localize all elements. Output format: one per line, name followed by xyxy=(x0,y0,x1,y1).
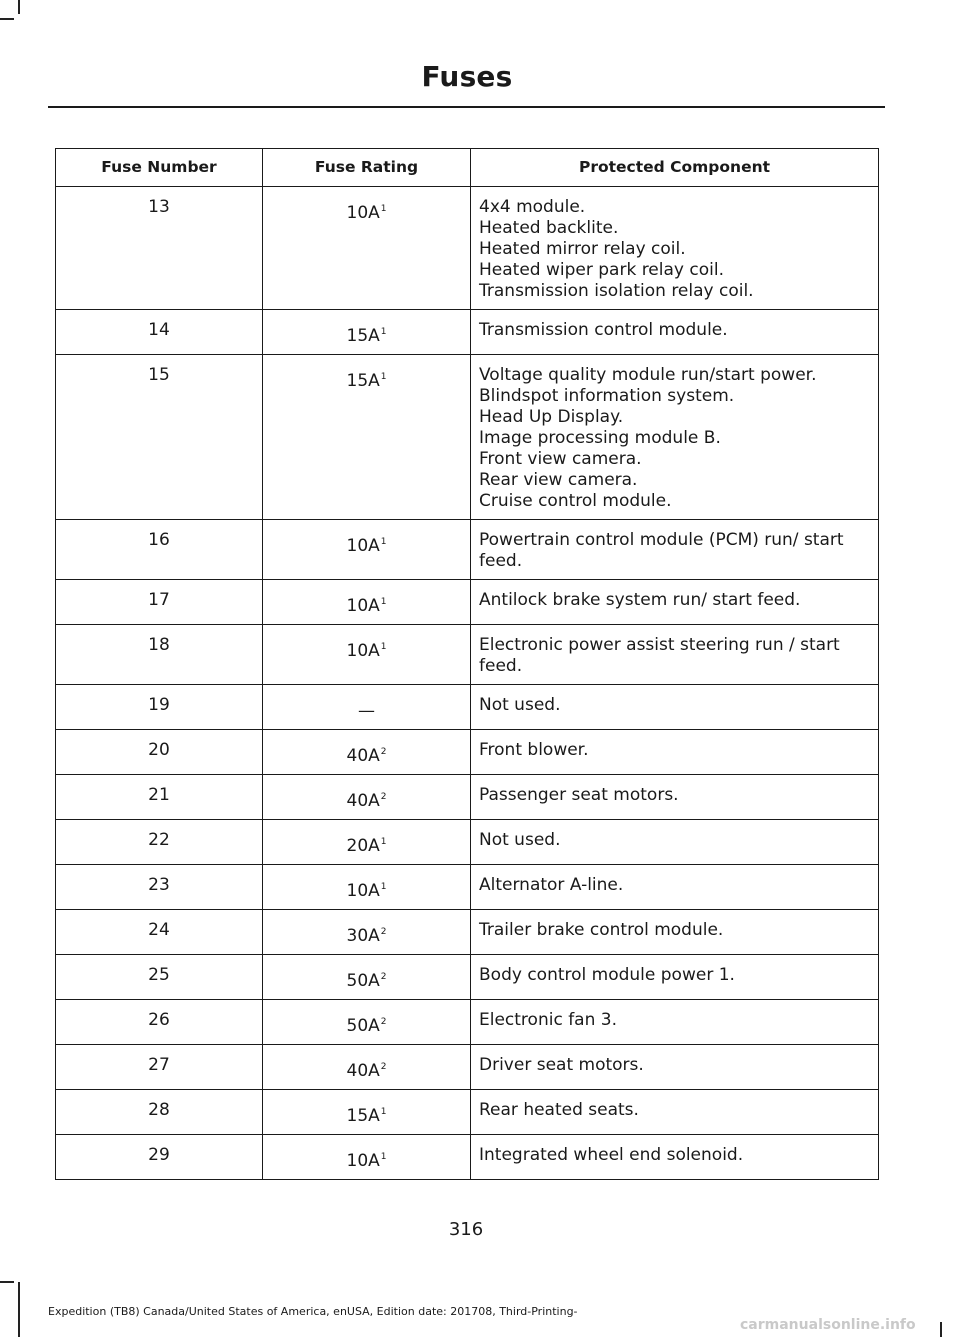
protected-component-cell xyxy=(471,775,879,820)
fuse-rating-cell xyxy=(263,820,471,865)
component-item: Rear heated seats. xyxy=(479,1100,639,1120)
crop-mark-bottom-left xyxy=(18,1282,20,1337)
fuse-rating-value: 30A xyxy=(346,926,380,946)
table-row xyxy=(56,520,879,580)
component-item: Transmission isolation relay coil. xyxy=(479,281,754,301)
fuse-number-cell: 22 xyxy=(56,820,263,865)
footnote-marker: 1 xyxy=(380,597,387,607)
fuse-number-cell: 25 xyxy=(56,955,263,1000)
protected-component-cell xyxy=(471,310,879,355)
fuse-number-cell: 23 xyxy=(56,865,263,910)
fuse-number-cell: 21 xyxy=(56,775,263,820)
fuse-number-cell: 16 xyxy=(56,520,263,580)
component-item: Front blower. xyxy=(479,740,589,760)
fuse-table xyxy=(55,148,879,1180)
fuse-rating-cell xyxy=(263,520,471,580)
fuse-table-body xyxy=(56,187,879,1180)
footnote-marker: 2 xyxy=(380,927,387,937)
fuse-number-cell: 18 xyxy=(56,625,263,685)
protected-component-cell xyxy=(471,625,879,685)
table-row xyxy=(56,625,879,685)
fuse-rating-value: 15A xyxy=(346,1106,380,1126)
component-item: Head Up Display. xyxy=(479,407,624,427)
footnote-marker: 1 xyxy=(380,1152,387,1162)
component-item: Passenger seat motors. xyxy=(479,785,679,805)
watermark: carmanualsonline.info xyxy=(740,1317,916,1333)
fuse-rating-cell xyxy=(263,187,471,310)
fuse-rating-value: 15A xyxy=(346,326,380,346)
footnote-marker: 1 xyxy=(380,372,387,382)
component-item: Heated mirror relay coil. xyxy=(479,239,686,259)
fuse-rating-cell xyxy=(263,775,471,820)
fuse-rating-value: 40A xyxy=(346,746,380,766)
component-item: Front view camera. xyxy=(479,449,642,469)
fuse-rating-value: 50A xyxy=(346,971,380,991)
footnote-marker: 2 xyxy=(380,747,387,757)
footnote-marker: 1 xyxy=(380,537,387,547)
component-item: Heated wiper park relay coil. xyxy=(479,260,724,280)
title-divider xyxy=(48,106,885,108)
protected-component-cell xyxy=(471,955,879,1000)
fuse-rating-value: 50A xyxy=(346,1016,380,1036)
fuse-rating-value: 40A xyxy=(346,791,380,811)
component-item: Not used. xyxy=(479,830,561,850)
fuse-rating-cell xyxy=(263,580,471,625)
fuse-number-cell: 20 xyxy=(56,730,263,775)
header-protected-component: Protected Component xyxy=(471,149,879,187)
footnote-marker: 2 xyxy=(380,1017,387,1027)
component-item: Cruise control module. xyxy=(479,491,672,511)
fuse-number-cell: 24 xyxy=(56,910,263,955)
table-row xyxy=(56,730,879,775)
protected-component-cell xyxy=(471,187,879,310)
footnote-marker: 2 xyxy=(380,792,387,802)
protected-component-cell xyxy=(471,820,879,865)
protected-component-cell xyxy=(471,865,879,910)
fuse-rating-value: 10A xyxy=(346,1151,380,1171)
fuse-rating-cell xyxy=(263,625,471,685)
table-row xyxy=(56,955,879,1000)
table-row xyxy=(56,775,879,820)
table-row xyxy=(56,685,879,730)
fuse-rating-value: 15A xyxy=(346,371,380,391)
fuse-rating-value: — xyxy=(358,701,375,721)
footer-edition-info: Expedition (TB8) Canada/United States of America, enUSA, Edition date: 201708, Third-Printing- xyxy=(48,1305,578,1318)
table-row xyxy=(56,1135,879,1180)
header-fuse-rating: Fuse Rating xyxy=(263,149,471,187)
table-row xyxy=(56,310,879,355)
protected-component-cell xyxy=(471,520,879,580)
protected-component-cell xyxy=(471,1135,879,1180)
component-item: Image processing module B. xyxy=(479,428,721,448)
table-row xyxy=(56,910,879,955)
table-row xyxy=(56,865,879,910)
protected-component-cell xyxy=(471,685,879,730)
page-title: Fuses xyxy=(421,60,513,93)
component-item: Rear view camera. xyxy=(479,470,638,490)
footnote-marker: 2 xyxy=(380,972,387,982)
table-row xyxy=(56,355,879,520)
component-item: Powertrain control module (PCM) run/ start feed. xyxy=(479,530,844,571)
table-row xyxy=(56,1000,879,1045)
component-item: Voltage quality module run/start power. xyxy=(479,365,817,385)
fuse-rating-value: 10A xyxy=(346,881,380,901)
protected-component-cell xyxy=(471,910,879,955)
crop-mark-top-left-h xyxy=(0,18,14,20)
fuse-number-cell: 27 xyxy=(56,1045,263,1090)
component-item: Electronic fan 3. xyxy=(479,1010,618,1030)
fuse-number-cell: 17 xyxy=(56,580,263,625)
fuse-number-cell: 26 xyxy=(56,1000,263,1045)
page-number: 316 xyxy=(448,1219,484,1240)
footnote-marker: 1 xyxy=(380,882,387,892)
table-header-row xyxy=(56,149,879,187)
component-item: Electronic power assist steering run / start feed. xyxy=(479,635,840,676)
component-item: Heated backlite. xyxy=(479,218,619,238)
table-row xyxy=(56,1090,879,1135)
table-row xyxy=(56,820,879,865)
fuse-rating-value: 10A xyxy=(346,596,380,616)
protected-component-cell xyxy=(471,1045,879,1090)
fuse-rating-value: 10A xyxy=(346,641,380,661)
footnote-marker: 1 xyxy=(380,1107,387,1117)
table-row xyxy=(56,187,879,310)
fuse-rating-value: 20A xyxy=(346,836,380,856)
fuse-rating-cell xyxy=(263,1045,471,1090)
fuse-rating-cell xyxy=(263,355,471,520)
component-item: Body control module power 1. xyxy=(479,965,735,985)
component-item: Integrated wheel end solenoid. xyxy=(479,1145,744,1165)
fuse-number-cell: 28 xyxy=(56,1090,263,1135)
component-item: 4x4 module. xyxy=(479,197,586,217)
fuse-rating-cell xyxy=(263,1000,471,1045)
fuse-rating-cell xyxy=(263,310,471,355)
component-item: Transmission control module. xyxy=(479,320,728,340)
protected-component-cell xyxy=(471,730,879,775)
fuse-rating-cell xyxy=(263,730,471,775)
fuse-rating-value: 40A xyxy=(346,1061,380,1081)
component-item: Not used. xyxy=(479,695,561,715)
footnote-marker: 1 xyxy=(380,642,387,652)
fuse-rating-cell xyxy=(263,865,471,910)
footnote-marker: 1 xyxy=(380,837,387,847)
protected-component-cell xyxy=(471,1090,879,1135)
footnote-marker: 1 xyxy=(380,327,387,337)
crop-mark-bottom-left-h xyxy=(0,1281,14,1283)
fuse-rating-cell xyxy=(263,685,471,730)
footnote-marker: 2 xyxy=(380,1062,387,1072)
component-item: Antilock brake system run/ start feed. xyxy=(479,590,801,610)
component-item: Trailer brake control module. xyxy=(479,920,724,940)
fuse-rating-value: 10A xyxy=(346,536,380,556)
table-row xyxy=(56,1045,879,1090)
fuse-number-cell: 19 xyxy=(56,685,263,730)
fuse-rating-value: 10A xyxy=(346,203,380,223)
protected-component-cell xyxy=(471,580,879,625)
table-row xyxy=(56,580,879,625)
fuse-number-cell: 15 xyxy=(56,355,263,520)
fuse-rating-cell xyxy=(263,955,471,1000)
component-item: Alternator A-line. xyxy=(479,875,624,895)
component-item: Driver seat motors. xyxy=(479,1055,644,1075)
fuse-rating-cell xyxy=(263,1135,471,1180)
protected-component-cell xyxy=(471,355,879,520)
fuse-rating-cell xyxy=(263,910,471,955)
header-fuse-number: Fuse Number xyxy=(56,149,263,187)
crop-mark-bottom-right xyxy=(940,1322,942,1337)
fuse-number-cell: 13 xyxy=(56,187,263,310)
component-item: Blindspot information system. xyxy=(479,386,735,406)
fuse-number-cell: 14 xyxy=(56,310,263,355)
crop-mark-top-left xyxy=(18,0,20,14)
fuse-number-cell: 29 xyxy=(56,1135,263,1180)
footnote-marker: 1 xyxy=(380,204,387,214)
protected-component-cell xyxy=(471,1000,879,1045)
fuse-rating-cell xyxy=(263,1090,471,1135)
